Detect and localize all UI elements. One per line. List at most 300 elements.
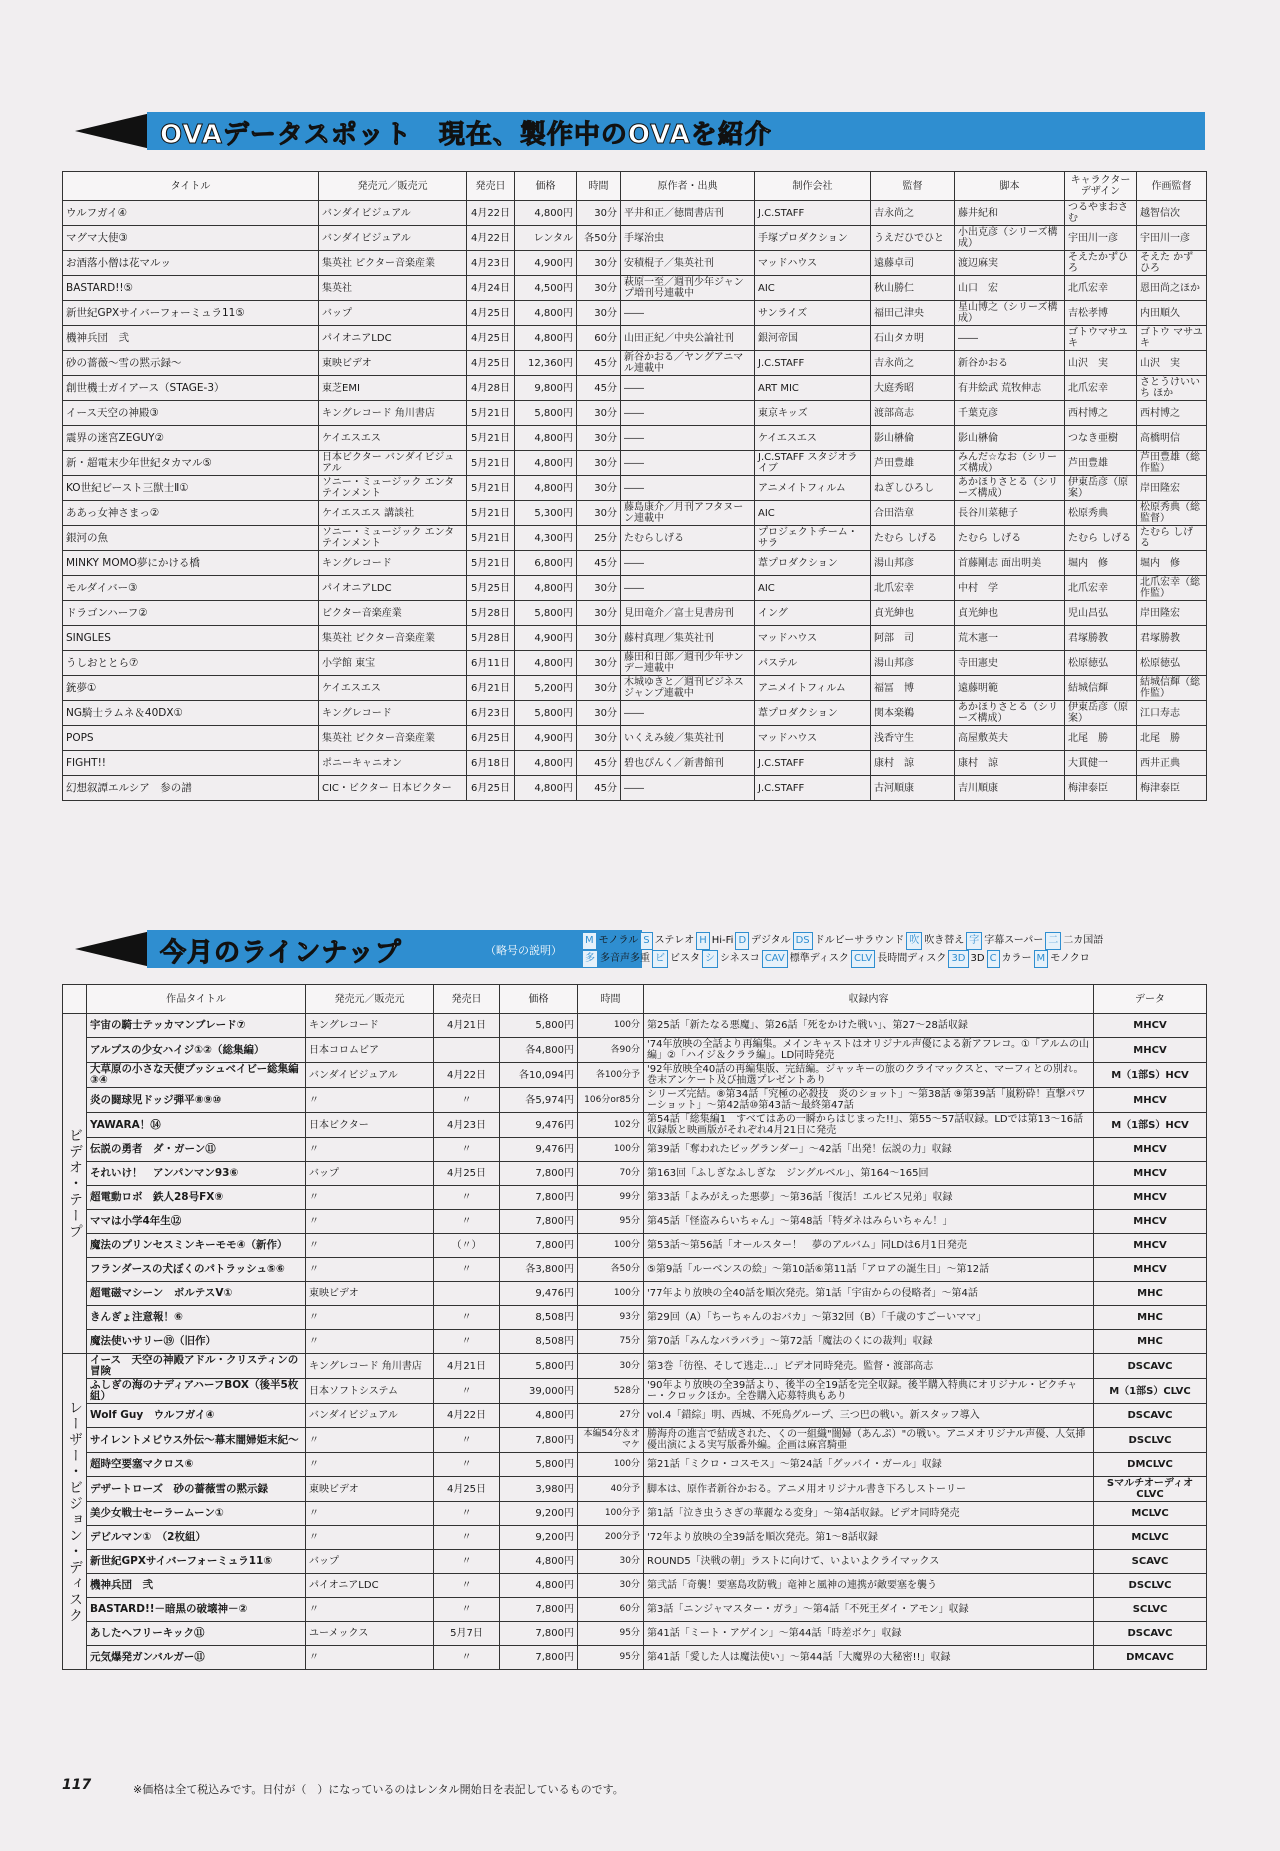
- table-cell: 西村博之: [1137, 401, 1207, 426]
- table-row: [63, 201, 1207, 226]
- table-cell: 銃夢①: [63, 676, 319, 701]
- ova-data-table: [62, 171, 1207, 801]
- table-cell: J.C.STAFF: [755, 776, 871, 801]
- table-cell: ケイエスエス: [319, 676, 467, 701]
- table-cell: 美少女戦士セーラームーン①: [87, 1502, 306, 1526]
- table-cell: FIGHT!!: [63, 751, 319, 776]
- column-header: 発売元／販売元: [319, 172, 467, 201]
- table-cell: 4,800円: [515, 476, 577, 501]
- table-cell: 〃: [434, 1550, 500, 1574]
- table-cell: 北爪宏幸: [871, 576, 955, 601]
- table-cell: 4月22日: [467, 226, 515, 251]
- table-cell: 吉永尚之: [871, 351, 955, 376]
- table-cell: ねぎしひろし: [871, 476, 955, 501]
- table-cell: MHCV: [1094, 1038, 1207, 1063]
- table-cell: 〃: [306, 1502, 434, 1526]
- table-cell: MHC: [1094, 1306, 1207, 1330]
- table-cell: 4,900円: [515, 251, 577, 276]
- table-cell: DSCLVC: [1094, 1428, 1207, 1453]
- table-cell: ゴトウマサユキ: [1065, 326, 1137, 351]
- table-cell: ROUND5「決戦の朝」ラストに向けて、いよいよクライマックス: [644, 1550, 1094, 1574]
- table-cell: 4,500円: [515, 276, 577, 301]
- table-cell: 康村 諒: [955, 751, 1065, 776]
- banner-arrow: [75, 930, 155, 968]
- legend-key: M: [1034, 950, 1049, 968]
- table-cell: ――: [621, 426, 755, 451]
- table-cell: 堀内 修: [1065, 551, 1137, 576]
- table-cell: 各5,974円: [500, 1088, 578, 1113]
- table-cell: 4,800円: [500, 1574, 578, 1598]
- table-cell: 山沢 実: [1137, 351, 1207, 376]
- section-header-blank: [63, 985, 87, 1014]
- table-cell: 〃: [306, 1598, 434, 1622]
- table-cell: 95分: [578, 1622, 644, 1646]
- table-cell: 30分: [577, 726, 621, 751]
- table-cell: ――: [621, 701, 755, 726]
- table-row: [63, 1453, 1207, 1477]
- table-cell: 5月21日: [467, 526, 515, 551]
- table-row: [63, 776, 1207, 801]
- table-cell: ART MIC: [755, 376, 871, 401]
- table-cell: 東映ビデオ: [319, 351, 467, 376]
- table-row: [63, 1138, 1207, 1162]
- table-cell: 恩田尚之ほか: [1137, 276, 1207, 301]
- table-cell: 8,508円: [500, 1306, 578, 1330]
- table-cell: 湯山邦彦: [871, 651, 955, 676]
- legend-key: ビ: [652, 950, 668, 968]
- table-cell: 有井絵武 荒牧伸志: [955, 376, 1065, 401]
- table-cell: 日本ビクター バンダイビジュアル: [319, 451, 467, 476]
- table-cell: 4月25日: [467, 326, 515, 351]
- legend-key: C: [987, 950, 1000, 968]
- legend-line-1: [580, 932, 1210, 950]
- table-cell: ――: [621, 576, 755, 601]
- table-cell: 30分: [577, 626, 621, 651]
- table-cell: 4,800円: [515, 301, 577, 326]
- table-cell: 吉松孝博: [1065, 301, 1137, 326]
- table-cell: SCLVC: [1094, 1598, 1207, 1622]
- table-cell: 宇田川一彦: [1137, 226, 1207, 251]
- table-cell: あしたへフリーキック⑪: [87, 1622, 306, 1646]
- table-cell: 藤島康介／月刊アフタヌーン連載中: [621, 501, 755, 526]
- table-cell: 銀河帝国: [755, 326, 871, 351]
- table-cell: みんだ☆なお（シリーズ構成）: [955, 451, 1065, 476]
- table-cell: 40分予: [578, 1477, 644, 1502]
- legend-desc: シネスコ: [720, 953, 760, 964]
- table-cell: 吉永尚之: [871, 201, 955, 226]
- table-cell: 康村 諒: [871, 751, 955, 776]
- table-cell: 〃: [306, 1186, 434, 1210]
- table-cell: 100分: [578, 1234, 644, 1258]
- table-cell: 各10,094円: [500, 1063, 578, 1088]
- table-row: [63, 501, 1207, 526]
- table-cell: 100分予: [578, 1502, 644, 1526]
- table-cell: 第25話「新たなる悪魔」、第26話「死をかけた戦い」、第27～28話収録: [644, 1014, 1094, 1038]
- table-cell: 4,800円: [515, 751, 577, 776]
- table-cell: 第41話「愛した人は魔法使い」～第44話「大魔界の大秘密!!」収録: [644, 1646, 1094, 1670]
- table-row: [63, 226, 1207, 251]
- table-row: [63, 701, 1207, 726]
- table-cell: 7,800円: [500, 1646, 578, 1670]
- table-cell: 60分: [577, 326, 621, 351]
- table-cell: MHCV: [1094, 1138, 1207, 1162]
- table-cell: 超時空要塞マクロス⑥: [87, 1453, 306, 1477]
- table-cell: 〃: [434, 1646, 500, 1670]
- table-cell: 元気爆発ガンバルガー⑪: [87, 1646, 306, 1670]
- column-header: 監督: [871, 172, 955, 201]
- column-header: タイトル: [63, 172, 319, 201]
- table-cell: ウルフガイ④: [63, 201, 319, 226]
- table-cell: いくえみ綾／集英社刊: [621, 726, 755, 751]
- table-cell: 4,800円: [515, 426, 577, 451]
- table-cell: DSCAVC: [1094, 1404, 1207, 1428]
- table-cell: バンダイビジュアル: [306, 1404, 434, 1428]
- column-header: 作品タイトル: [87, 985, 306, 1014]
- table-cell: 200分予: [578, 1526, 644, 1550]
- table-cell: 102分: [578, 1113, 644, 1138]
- table-cell: '90年より放映の全39話より、後半の全19話を完全収録。後半購入特典にオリジナル・ピクチャー・クロックほか。全巻購入応募特典もあり: [644, 1379, 1094, 1404]
- table-cell: 東京キッズ: [755, 401, 871, 426]
- table-row: [63, 251, 1207, 276]
- section-label: ビデオ・テープ: [63, 1014, 87, 1354]
- table-row: [63, 1404, 1207, 1428]
- table-cell: 貞光紳也: [955, 601, 1065, 626]
- table-cell: 〃: [434, 1258, 500, 1282]
- table-cell: 95分: [578, 1646, 644, 1670]
- table-cell: 9,800円: [515, 376, 577, 401]
- lineup-banner: [75, 930, 575, 968]
- legend-key: 字: [966, 932, 982, 950]
- table-cell: 宇宙の騎士テッカマンブレード⑦: [87, 1014, 306, 1038]
- table-cell: 東映ビデオ: [306, 1477, 434, 1502]
- table-cell: 手塚プロダクション: [755, 226, 871, 251]
- table-cell: 平井和正／徳間書店刊: [621, 201, 755, 226]
- column-header: キャラクターデザイン: [1065, 172, 1137, 201]
- table-cell: 〃: [434, 1428, 500, 1453]
- table-cell: 4,800円: [515, 776, 577, 801]
- table-row: [63, 1598, 1207, 1622]
- table-row: [63, 451, 1207, 476]
- table-cell: 〃: [434, 1306, 500, 1330]
- legend-desc: ビスタ: [670, 953, 700, 964]
- table-cell: 藤田和日郎／週刊少年サンデー連載中: [621, 651, 755, 676]
- table-cell: 第163回「ふしぎなふしぎな ジングルベル」、第164～165回: [644, 1162, 1094, 1186]
- table-cell: 5月28日: [467, 626, 515, 651]
- table-cell: 〃: [306, 1330, 434, 1354]
- table-cell: 芦田豊雄: [871, 451, 955, 476]
- table-cell: 4,800円: [500, 1404, 578, 1428]
- column-header: 発売日: [434, 985, 500, 1014]
- table-cell: 新谷かおる／ヤングアニマル連載中: [621, 351, 755, 376]
- table-cell: 7,800円: [500, 1210, 578, 1234]
- table-row: [63, 526, 1207, 551]
- legend-desc: 多音声多重: [600, 953, 650, 964]
- legend-desc: ステレオ: [654, 935, 695, 946]
- table-cell: きんぎょ注意報！⑥: [87, 1306, 306, 1330]
- column-header: 収録内容: [644, 985, 1094, 1014]
- table-cell: イース 天空の神殿アドル・クリスティンの冒険: [87, 1354, 306, 1379]
- table-cell: シリーズ完結。⑧第34話「究極の必殺技 炎のショット」～第38話 ⑨第39話「嵐粉砕！直撃パワーショット」～第42話⑩第43話～最終第47話: [644, 1088, 1094, 1113]
- table-cell: 〃: [434, 1330, 500, 1354]
- table-cell: BASTARD!!－暗黒の破壊神－②: [87, 1598, 306, 1622]
- table-cell: ゴトウ マサユキ: [1137, 326, 1207, 351]
- table-cell: 〃: [434, 1598, 500, 1622]
- table-cell: MCLVC: [1094, 1526, 1207, 1550]
- table-cell: 9,476円: [500, 1113, 578, 1138]
- table-cell: 5,800円: [500, 1453, 578, 1477]
- table-cell: 合田浩章: [871, 501, 955, 526]
- table-cell: ふしぎの海のナディアハーフBOX（後半5枚組）: [87, 1379, 306, 1404]
- table-row: [63, 1502, 1207, 1526]
- table-cell: 99分: [578, 1186, 644, 1210]
- table-cell: 4,800円: [515, 326, 577, 351]
- table-cell: 西村博之: [1065, 401, 1137, 426]
- table-cell: DSCLVC: [1094, 1574, 1207, 1598]
- table-cell: 松原徳弘: [1137, 651, 1207, 676]
- table-cell: 遠藤卓司: [871, 251, 955, 276]
- table-cell: MHCV: [1094, 1162, 1207, 1186]
- table-cell: 〃: [434, 1186, 500, 1210]
- table-cell: 各3,800円: [500, 1258, 578, 1282]
- table-cell: ――: [621, 476, 755, 501]
- table-cell: 梅津泰臣: [1137, 776, 1207, 801]
- table-cell: 震界の迷宮ZEGUY②: [63, 426, 319, 451]
- legend-key: CAV: [762, 950, 788, 968]
- table-cell: DSCAVC: [1094, 1354, 1207, 1379]
- table-cell: キングレコード: [319, 701, 467, 726]
- table-cell: ――: [621, 551, 755, 576]
- table-cell: 松原秀典: [1065, 501, 1137, 526]
- table-cell: 第53話～第56話「オールスター！ 夢のアルバム」同LDは6月1日発売: [644, 1234, 1094, 1258]
- table-row: [63, 1526, 1207, 1550]
- table-cell: 藤村真理／集英社刊: [621, 626, 755, 651]
- table-cell: たむら しげる: [1137, 526, 1207, 551]
- page-number: 117: [62, 1777, 92, 1793]
- table-cell: 4月25日: [467, 301, 515, 326]
- table-cell: CIC・ビクター 日本ビクター: [319, 776, 467, 801]
- table-cell: POPS: [63, 726, 319, 751]
- table-cell: 荒木憲一: [955, 626, 1065, 651]
- table-cell: 〃: [306, 1646, 434, 1670]
- table-cell: 関本楽鵜: [871, 701, 955, 726]
- table-cell: 東芝EMI: [319, 376, 467, 401]
- table-cell: 西井正典: [1137, 751, 1207, 776]
- table-cell: 100分: [578, 1453, 644, 1477]
- table-cell: それいけ！ アンパンマン93⑥: [87, 1162, 306, 1186]
- table-cell: SCAVC: [1094, 1550, 1207, 1574]
- table-cell: 新・超電末少年世紀タカマル⑤: [63, 451, 319, 476]
- table-cell: 〃: [306, 1258, 434, 1282]
- table-cell: Wolf Guy ウルフガイ④: [87, 1404, 306, 1428]
- table-cell: 江口寿志: [1137, 701, 1207, 726]
- table-cell: 新谷かおる: [955, 351, 1065, 376]
- table-cell: 5,800円: [500, 1354, 578, 1379]
- table-cell: 各50分: [577, 226, 621, 251]
- table-cell: KO世紀ビースト三獣士Ⅱ①: [63, 476, 319, 501]
- table-cell: 堀内 修: [1137, 551, 1207, 576]
- column-header: 発売日: [467, 172, 515, 201]
- table-cell: たむら しげる: [1065, 526, 1137, 551]
- table-cell: バップ: [319, 301, 467, 326]
- table-cell: 7,800円: [500, 1622, 578, 1646]
- table-cell: 〃: [434, 1502, 500, 1526]
- table-cell: 4月23日: [434, 1113, 500, 1138]
- legend-desc: モノラル: [598, 935, 639, 946]
- table-cell: 第45話「怪盗みらいちゃん」～第48話「特ダネはみらいちゃん！」: [644, 1210, 1094, 1234]
- table-cell: 6月18日: [467, 751, 515, 776]
- table-cell: マッドハウス: [755, 626, 871, 651]
- table-cell: 各90分: [578, 1038, 644, 1063]
- table-cell: 30分: [577, 676, 621, 701]
- table-cell: 5月21日: [467, 401, 515, 426]
- table-cell: 大庭秀昭: [871, 376, 955, 401]
- table-cell: YAWARA！⑭: [87, 1113, 306, 1138]
- table-cell: ――: [955, 326, 1065, 351]
- table-cell: 日本コロムビア: [306, 1038, 434, 1063]
- table-cell: 〃: [306, 1138, 434, 1162]
- table-cell: 100分: [578, 1138, 644, 1162]
- table-cell: ――: [621, 301, 755, 326]
- table-cell: 千葉克彦: [955, 401, 1065, 426]
- table-cell: うえだひでひと: [871, 226, 955, 251]
- table-cell: 30分: [577, 426, 621, 451]
- table-cell: '92年放映全40話の再編集版、完結編。ジャッキーの旅のクライマックスと、マーフィとの別れ。巻末アンケート及び抽選プレゼントあり: [644, 1063, 1094, 1088]
- table-cell: 高橋明信: [1137, 426, 1207, 451]
- table-cell: 〃: [306, 1210, 434, 1234]
- table-cell: 〃: [306, 1428, 434, 1453]
- table-cell: J.C.STAFF: [755, 201, 871, 226]
- table-cell: ソニー・ミュージック エンタテインメント: [319, 526, 467, 551]
- table-cell: 見田竜介／富士見書房刊: [621, 601, 755, 626]
- table-cell: 45分: [577, 751, 621, 776]
- table-cell: 100分: [578, 1282, 644, 1306]
- legend-key: 3D: [948, 950, 968, 968]
- table-cell: J.C.STAFF: [755, 351, 871, 376]
- table-cell: 梅津泰臣: [1065, 776, 1137, 801]
- table-cell: J.C.STAFF スタジオライブ: [755, 451, 871, 476]
- table-cell: アルプスの少女ハイジ①②（総集編）: [87, 1038, 306, 1063]
- table-cell: 機神兵団 弐: [63, 326, 319, 351]
- table-cell: マグマ大使③: [63, 226, 319, 251]
- legend-desc: カラー: [1001, 953, 1032, 964]
- table-cell: 4,800円: [515, 201, 577, 226]
- table-cell: DMCLVC: [1094, 1453, 1207, 1477]
- table-row: [63, 301, 1207, 326]
- table-cell: 安積棍子／集英社刊: [621, 251, 755, 276]
- legend-key: 吹: [906, 932, 922, 950]
- legend-desc: 吹き替え: [924, 935, 965, 946]
- table-cell: 炎の闘球児ドッジ弾平⑧⑨⑩: [87, 1088, 306, 1113]
- table-cell: 越智信次: [1137, 201, 1207, 226]
- table-row: [63, 1014, 1207, 1038]
- table-cell: キングレコード 角川書店: [306, 1354, 434, 1379]
- table-cell: （〃）: [434, 1234, 500, 1258]
- table-cell: 6月21日: [467, 676, 515, 701]
- table-cell: 北尾 勝: [1137, 726, 1207, 751]
- table-cell: 君塚勝教: [1137, 626, 1207, 651]
- table-cell: バンダイビジュアル: [319, 226, 467, 251]
- table-cell: さとうけいいち ほか: [1137, 376, 1207, 401]
- table-cell: 5,800円: [500, 1014, 578, 1038]
- table-row: [63, 1428, 1207, 1453]
- table-cell: 6,800円: [515, 551, 577, 576]
- table-cell: 宇田川一彦: [1065, 226, 1137, 251]
- table-cell: MHCV: [1094, 1186, 1207, 1210]
- legend-desc: ドルビーサラウンド: [814, 935, 905, 946]
- table-cell: 集英社: [319, 276, 467, 301]
- table-row: [63, 751, 1207, 776]
- table-cell: 30分: [577, 201, 621, 226]
- table-cell: 60分: [578, 1598, 644, 1622]
- table-cell: サイレントメビウス外伝～幕末闇婦姫末紀～: [87, 1428, 306, 1453]
- table-cell: 106分or85分: [578, 1088, 644, 1113]
- table-cell: デビルマン① （2枚組）: [87, 1526, 306, 1550]
- table-cell: 4月22日: [434, 1404, 500, 1428]
- legend-desc: 二カ国語: [1063, 935, 1104, 946]
- table-row: [63, 1622, 1207, 1646]
- table-cell: 100分: [578, 1014, 644, 1038]
- table-cell: MINKY MOMO夢にかける橋: [63, 551, 319, 576]
- table-cell: 幻想叙譚エルシア 参の譜: [63, 776, 319, 801]
- table-cell: 30分: [577, 701, 621, 726]
- table-cell: つるやまおさむ: [1065, 201, 1137, 226]
- table-cell: モルダイバー③: [63, 576, 319, 601]
- table-cell: 勝海舟の進言で結成された、くの一組織"闇婦（あんぷ）"の戦い。アニメオリジナル声優、人気挿優出演による実写版番外編。企画は麻宮騎亜: [644, 1428, 1094, 1453]
- table-row: [63, 476, 1207, 501]
- table-cell: 松原徳弘: [1065, 651, 1137, 676]
- legend-desc: Hi-Fi: [711, 935, 734, 946]
- table-cell: 碧也ぴんく／新書館刊: [621, 751, 755, 776]
- table-cell: 葦プロダクション: [755, 551, 871, 576]
- table-cell: 魔法使いサリー⑲（旧作）: [87, 1330, 306, 1354]
- legend-key: D: [735, 932, 749, 950]
- table-cell: ソニー・ミュージック エンタテインメント: [319, 476, 467, 501]
- table-cell: 〃: [306, 1234, 434, 1258]
- table-row: [63, 401, 1207, 426]
- table-cell: 芦田豊雄: [1065, 451, 1137, 476]
- table-cell: NG騎士ラムネ＆40DX①: [63, 701, 319, 726]
- table-cell: 45分: [577, 551, 621, 576]
- table-cell: 4,900円: [515, 726, 577, 751]
- table-cell: 4月21日: [434, 1354, 500, 1379]
- table-cell: 古河順康: [871, 776, 955, 801]
- table-cell: バンダイビジュアル: [319, 201, 467, 226]
- table-cell: 4,800円: [515, 576, 577, 601]
- table-cell: ⑤第9話「ルーベンスの絵」～第10話⑥第11話「アロアの誕生日」～第12話: [644, 1258, 1094, 1282]
- table-cell: DMCAVC: [1094, 1646, 1207, 1670]
- table-cell: ポニーキャニオン: [319, 751, 467, 776]
- column-header: 時間: [578, 985, 644, 1014]
- table-cell: バップ: [306, 1550, 434, 1574]
- table-cell: ドラゴンハーフ②: [63, 601, 319, 626]
- table-cell: 93分: [578, 1306, 644, 1330]
- table-cell: 秋山勝仁: [871, 276, 955, 301]
- banner-arrow: [75, 112, 155, 150]
- table-cell: 高屋敷英夫: [955, 726, 1065, 751]
- table-cell: 木城ゆきと／週刊ビジネスジャンプ連載中: [621, 676, 755, 701]
- table-cell: 4,800円: [500, 1550, 578, 1574]
- table-cell: 新世紀GPXサイバーフォーミュラ11⑤: [63, 301, 319, 326]
- table-cell: 岸田隆宏: [1137, 601, 1207, 626]
- table-cell: J.C.STAFF: [755, 751, 871, 776]
- table-cell: 30分: [577, 301, 621, 326]
- table-cell: '74年放映の全話より再編集。メインキャストはオリジナル声優による新アフレコ。①「アルムの山編」②「ハイジ＆クララ編」。LD同時発売: [644, 1038, 1094, 1063]
- table-cell: 超電動ロボ 鉄人28号FX⑨: [87, 1186, 306, 1210]
- legend-desc: 字幕スーパー: [984, 935, 1044, 946]
- table-cell: ユーメックス: [306, 1622, 434, 1646]
- table-cell: 石山タカ明: [871, 326, 955, 351]
- table-cell: アニメイトフィルム: [755, 676, 871, 701]
